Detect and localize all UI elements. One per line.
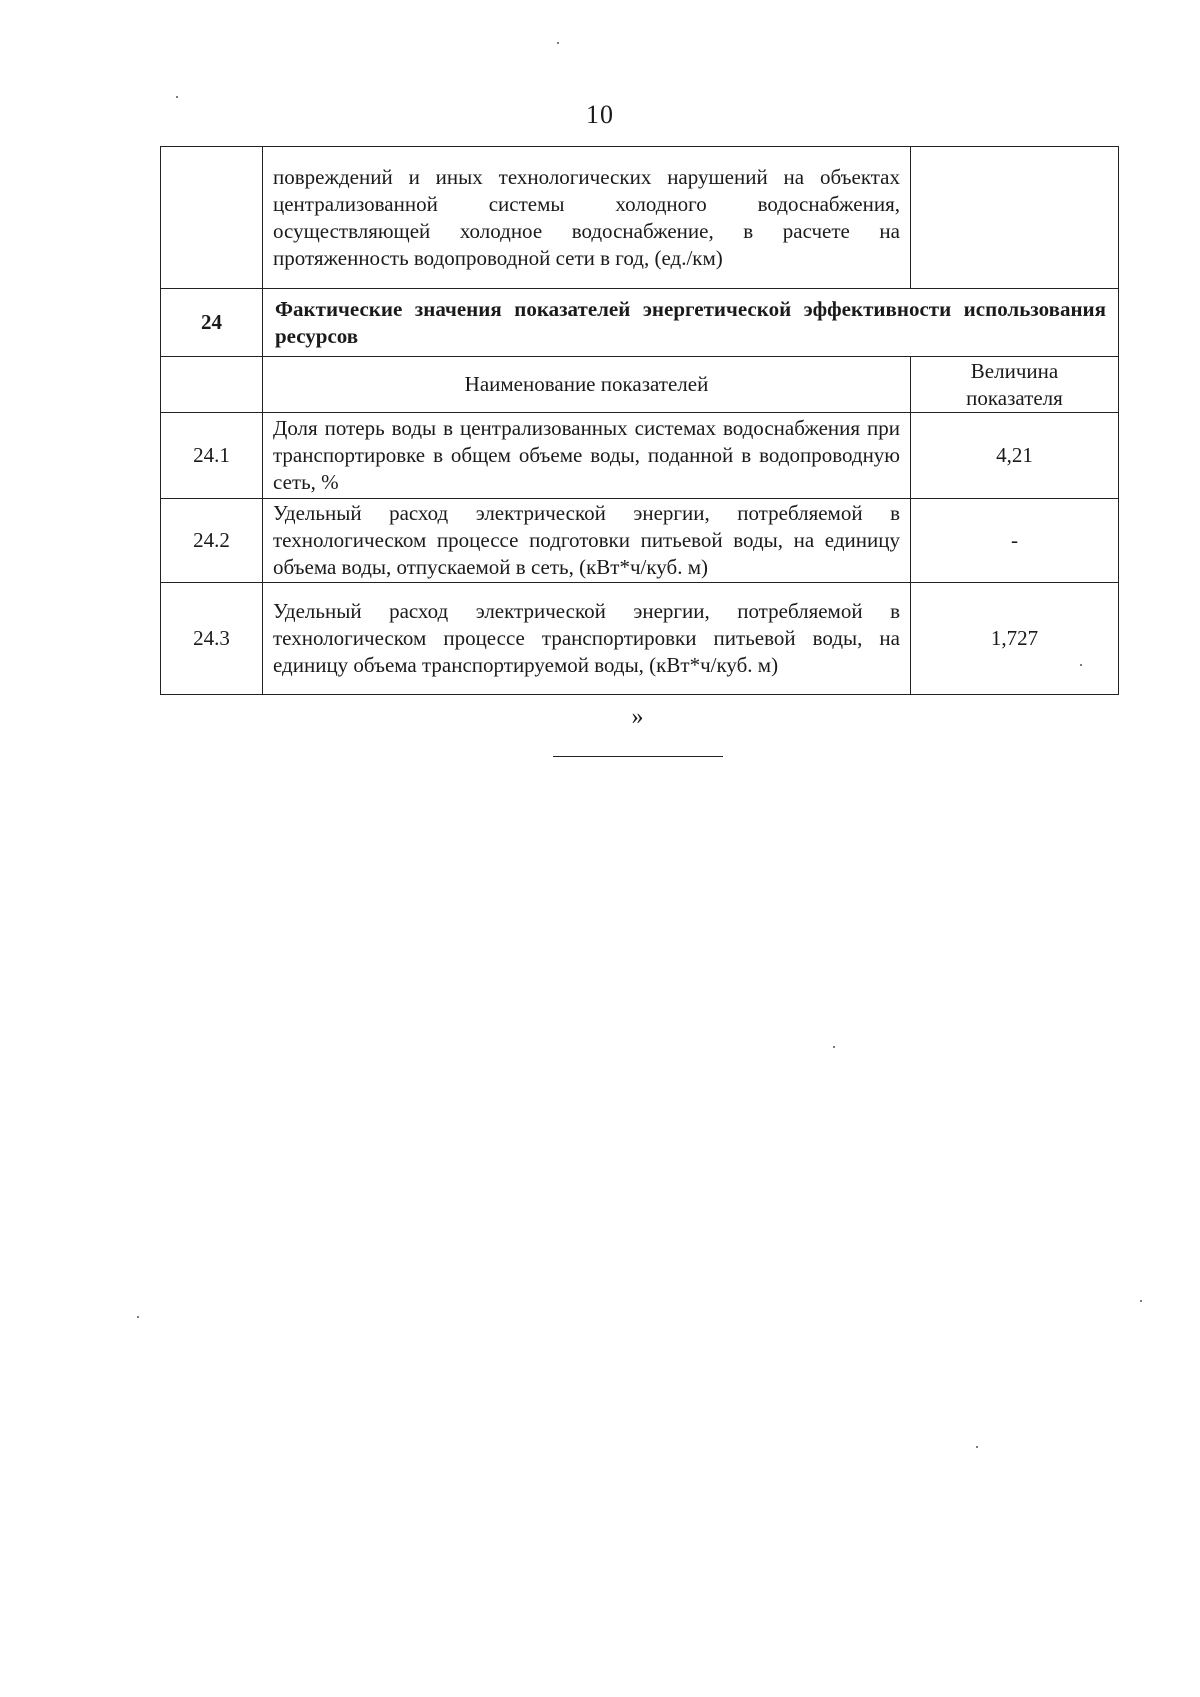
header-number-cell — [161, 357, 263, 413]
row-number-cell: 24.1 — [161, 413, 263, 499]
table-row — [161, 583, 1119, 695]
indicators-table — [160, 146, 1119, 695]
scan-speck — [976, 1446, 978, 1448]
indicator-text-cell: Удельный расход электрической энергии, потребляемой в технологическом процессе подготовки питьевой воды, на единицу объема воды, отпускаемой в сеть, (кВт*ч/куб. м) — [263, 499, 911, 583]
scan-speck — [1080, 664, 1082, 666]
section-row — [161, 289, 1119, 357]
row-number-cell: 24.3 — [161, 583, 263, 695]
indicator-value-cell: - — [911, 499, 1119, 583]
section-number-cell: 24 — [161, 289, 263, 357]
scan-speck — [557, 42, 559, 44]
section-title-cell: Фактические значения показателей энергетической эффективности использования ресурсов — [263, 289, 1119, 357]
table-row — [161, 413, 1119, 499]
indicator-value-cell — [911, 147, 1119, 289]
indicator-value-cell: 4,21 — [911, 413, 1119, 499]
scan-speck — [1140, 1300, 1142, 1302]
indicator-value-cell: 1,727 — [911, 583, 1119, 695]
row-number-cell: 24.2 — [161, 499, 263, 583]
header-value-cell: Величина показателя — [911, 357, 1119, 413]
indicator-text-cell: Удельный расход электрической энергии, потребляемой в технологическом процессе транспортировки питьевой воды, на единицу объема транспортируемой воды, (кВт*ч/куб. м) — [263, 583, 911, 695]
table-row — [161, 499, 1119, 583]
indicator-text-cell: Доля потерь воды в централизованных системах водоснабжения при транспортировке в общем объеме воды, поданной в водопроводную сеть, % — [263, 413, 911, 499]
scan-speck — [833, 1046, 835, 1048]
closing-quote: » — [631, 704, 644, 730]
indicator-text-cell: повреждений и иных технологических нарушений на объектах централизованной системы холодного водоснабжения, осуществляющей холодное водоснабжение, в расчете на протяженность водопроводной сети в год, (ед./км) — [263, 147, 911, 289]
table-row-continuation — [161, 147, 1119, 289]
page-number: 10 — [586, 100, 614, 129]
scan-speck — [176, 96, 178, 98]
end-rule — [553, 756, 723, 757]
header-name-cell: Наименование показателей — [263, 357, 911, 413]
header-row — [161, 357, 1119, 413]
scan-speck — [137, 1316, 139, 1318]
row-number-cell — [161, 147, 263, 289]
